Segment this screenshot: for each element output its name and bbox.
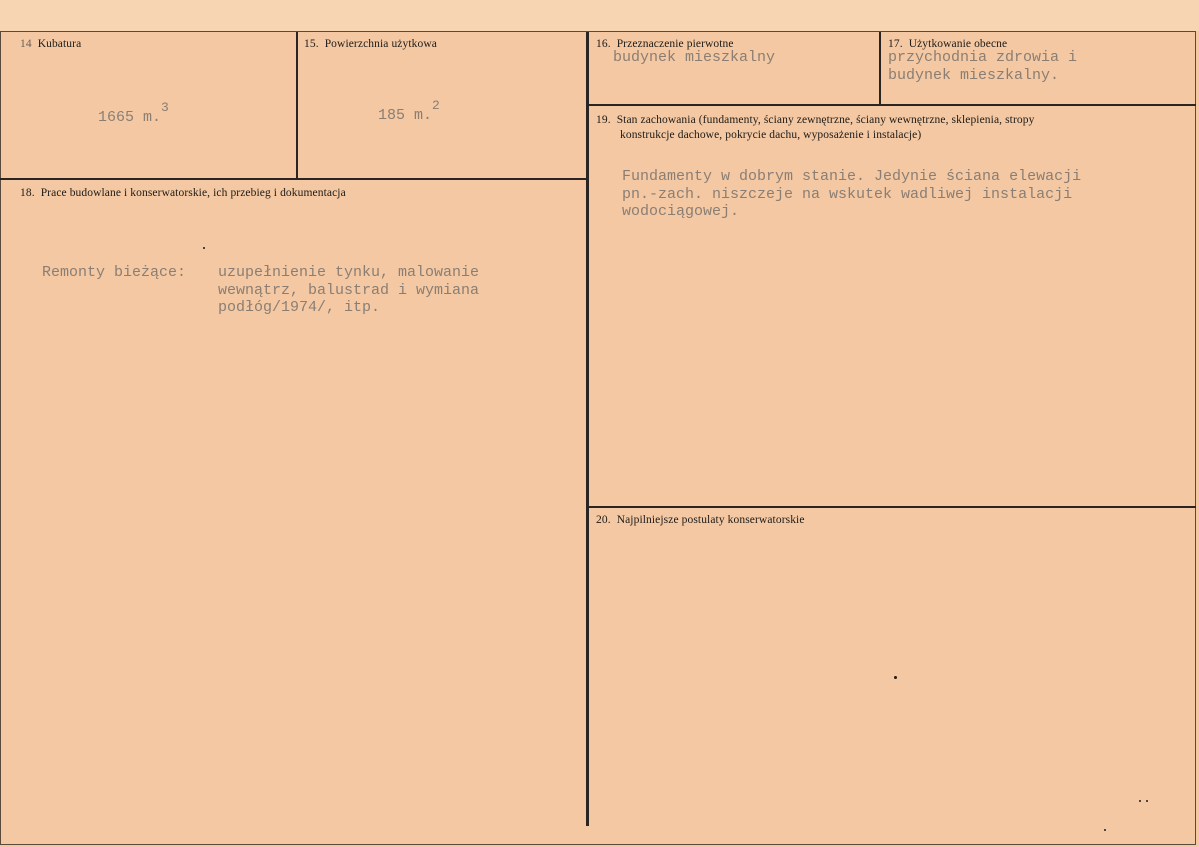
area-value: 185 m. (378, 107, 433, 124)
rule-h-2 (588, 104, 1196, 106)
kubatura-value: 1665 m. (98, 109, 162, 126)
field-15-number: 15. (304, 38, 319, 50)
field-19-number: 19. (596, 114, 611, 126)
paper-speck (1139, 800, 1141, 802)
field-15-value (342, 84, 440, 141)
rule-v-2 (586, 32, 589, 826)
kubatura-unit-exponent: 3 (161, 100, 169, 115)
area-unit-exponent: 2 (432, 98, 440, 113)
field-17-value-line-1: przychodnia zdrowia i (888, 49, 1078, 66)
field-14-label (20, 37, 81, 52)
field-16-number: 16. (596, 38, 611, 50)
field-18-label (20, 186, 346, 201)
field-16-title: Przeznaczenie pierwotne (616, 38, 734, 50)
card-top-edge (0, 0, 1199, 31)
field-19-label (596, 113, 1186, 128)
rule-h-3 (588, 506, 1196, 508)
field-18-number: 18. (20, 187, 35, 199)
field-19-line-2: pn.-zach. niszczeje na wskutek wadliwej instalacji (622, 186, 1073, 203)
field-14-number: 14 (20, 38, 32, 50)
field-14-value (62, 86, 169, 143)
field-20-number: 20. (596, 514, 611, 526)
field-17-number: 17. (888, 38, 903, 50)
field-20-title: Najpilniejsze postulaty konserwatorskie (616, 514, 805, 526)
field-20-label (596, 513, 805, 528)
field-18-line-1: uzupełnienie tynku, malowanie (218, 264, 480, 281)
field-15-label (304, 37, 437, 52)
paper-speck (1146, 800, 1148, 802)
field-17-title: Użytkowanie obecne (908, 38, 1008, 50)
field-19-line-3: wodociągowej. (622, 203, 740, 220)
paper-speck (203, 247, 205, 249)
field-19-line-1: Fundamenty w dobrym stanie. Jedynie ściana elewacji (622, 168, 1082, 185)
field-19-title-line-1: Stan zachowania (fundamenty, ściany zewnętrzne, ściany wewnętrzne, sklepienia, stropy (616, 114, 1035, 126)
paper-speck (894, 676, 897, 679)
field-18-line-2: wewnątrz, balustrad i wymiana (218, 282, 480, 299)
card-border (0, 31, 1196, 845)
field-15-title: Powierzchnia użytkowa (324, 38, 437, 50)
field-18-title: Prace budowlane i konserwatorskie, ich przebieg i dokumentacja (40, 187, 346, 199)
field-18-subheading: Remonty bieżące: (42, 264, 187, 281)
field-19-label-line-2: konstrukcje dachowe, pokrycie dachu, wyposażenie i instalacje) (620, 129, 922, 141)
field-17-value-line-2: budynek mieszkalny. (888, 67, 1060, 84)
rule-v-1 (296, 32, 298, 178)
field-16-value: budynek mieszkalny (613, 49, 776, 66)
rule-v-3 (879, 32, 881, 104)
rule-h-1 (0, 178, 587, 180)
field-14-title: Kubatura (37, 38, 82, 50)
paper-speck (1104, 829, 1106, 831)
field-18-line-3: podłóg/1974/, itp. (218, 299, 381, 316)
